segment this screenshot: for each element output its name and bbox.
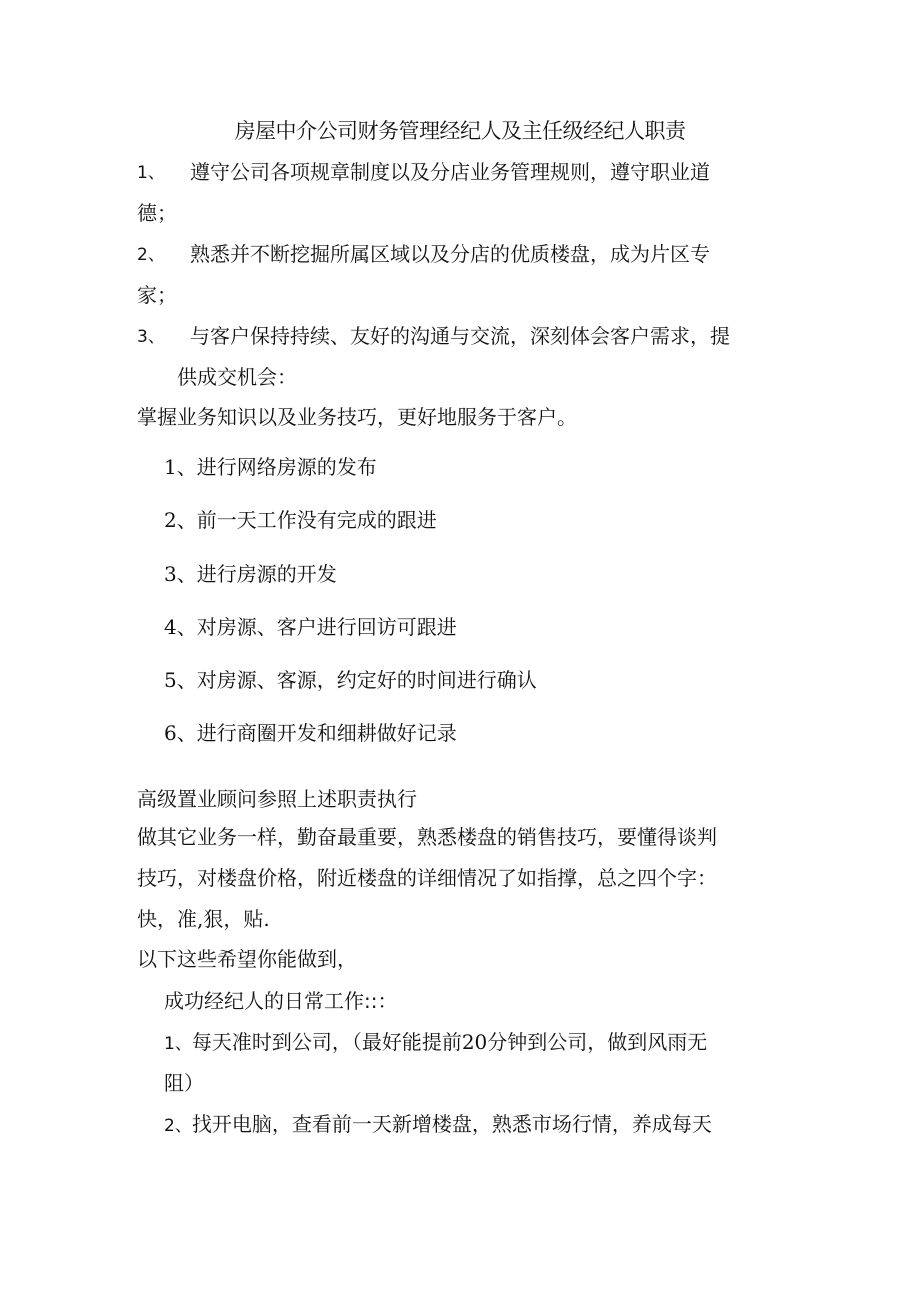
- duty-1-number: 1、: [137, 163, 165, 183]
- advice-line-1: 做其它业务一样，勤奋最重要，熟悉楼盘的销售技巧，要懂得谈判: [137, 825, 717, 849]
- daily-item-1: 1、进行网络房源的发布: [164, 455, 377, 479]
- success-item-1-number: 1、: [164, 1034, 192, 1054]
- duty-3-number: 3、: [137, 327, 165, 347]
- success-item-2-number: 2、: [164, 1116, 192, 1136]
- duty-3-line-1: 与客户保持持续、友好的沟通与交流，深刻体会客户需求，提: [190, 324, 730, 348]
- success-item-1-line-1: [164, 1027, 707, 1059]
- success-heading: 成功经纪人的日常工作::：: [164, 989, 398, 1013]
- daily-item-5: 5、对房源、客源，约定好的时间进行确认: [164, 668, 537, 692]
- hope-line: 以下这些希望你能做到，: [137, 947, 357, 971]
- success-item-1-text: 每天准时到公司，（最好能提前20分钟到公司，做到风雨无: [191, 1030, 708, 1054]
- success-item-2-text: 找开电脑，查看前一天新增楼盘，熟悉市场行情，养成每天: [191, 1112, 712, 1136]
- duty-3-line-2: 供成交机会：: [177, 365, 297, 389]
- duty-2-line-2: 家；: [137, 283, 177, 307]
- senior-note: 高级置业顾问参照上述职责执行: [137, 787, 417, 811]
- document-title: 房屋中介公司财务管理经纪人及主任级经纪人职责: [234, 119, 686, 143]
- success-item-1-line-2: 阻）: [164, 1071, 204, 1095]
- daily-item-4: 4、对房源、客户进行回访可跟进: [164, 615, 457, 639]
- knowledge-line: 掌握业务知识以及业务技巧，更好地服务于客户。: [137, 405, 577, 429]
- advice-line-2: 技巧，对楼盘价格，附近楼盘的详细情况了如指撑，总之四个字：: [137, 866, 717, 890]
- advice-line-3: 快，准,狠，贴.: [137, 907, 270, 931]
- daily-item-2: 2、前一天工作没有完成的跟进: [164, 508, 437, 532]
- daily-item-3: 3、进行房源的开发: [164, 562, 337, 586]
- duty-2-line-1: 熟悉并不断挖掘所属区域以及分店的优质楼盘，成为片区专: [190, 242, 710, 266]
- daily-item-6: 6、进行商圈开发和细耕做好记录: [164, 721, 457, 745]
- duty-1-line-2: 德；: [137, 201, 177, 225]
- duty-2-number: 2、: [137, 245, 165, 265]
- success-item-2-line-1: [164, 1109, 712, 1141]
- duty-1-line-1: 遵守公司各项规章制度以及分店业务管理规则，遵守职业道: [190, 160, 710, 184]
